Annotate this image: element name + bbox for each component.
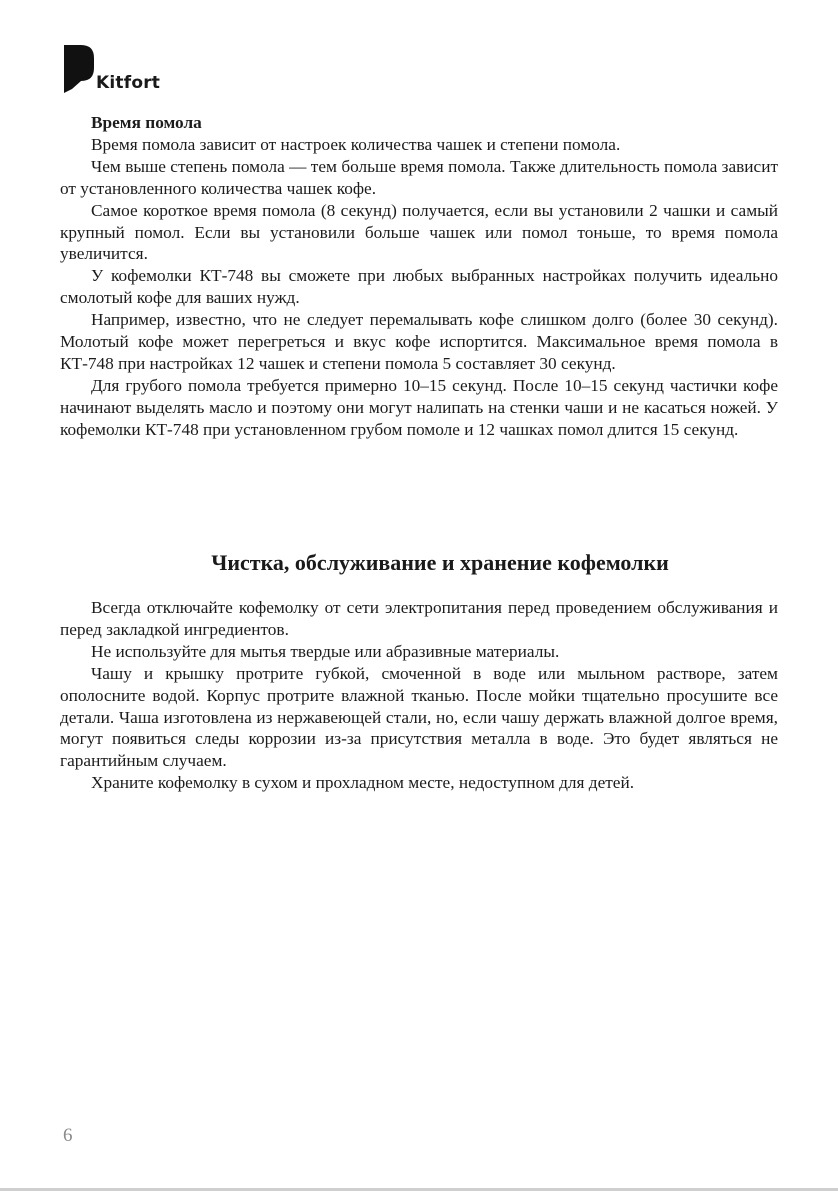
paragraph: Время помола зависит от настроек количества чашек и степени помола.: [91, 134, 621, 154]
paragraph: Не используйте для мытья твердые или абразивные материалы.: [91, 641, 560, 661]
page-number: 6: [63, 1125, 73, 1146]
paragraph: Самое короткое время помола (8 секунд) получается, если вы установили 2 чашки и самый крупный помол. Если вы установили больше чашек или помол тоньше, то время помола увеличится.: [60, 200, 778, 264]
grinding-time-heading: Время помола: [91, 113, 202, 132]
paragraph: Например, известно, что не следует перемалывать кофе слишком долго (более 30 секунд). Молотый кофе может перегреться и вкус кофе испортится. Максимальное время помола в КТ-748 при настройках 12 чашек и степени помола 5 составляет 30 секунд.: [60, 310, 778, 373]
paragraph: Всегда отключайте кофемолку от сети электропитания перед проведением обслуживания и перед закладкой ингредиентов.: [60, 598, 778, 639]
grinding-time-section: [60, 112, 778, 441]
paragraph: Для грубого помола требуется примерно 10–15 секунд. После 10–15 секунд частички кофе начинают выделять масло и поэтому они могут налипать на стенки чаши и не касаться ножей. У кофемолки КТ-748 при установленном грубом помоле и 12 чашках помол длится 15 секунд.: [60, 375, 778, 439]
paragraph: У кофемолки КТ-748 вы сможете при любых выбранных настройках получить идеально смолотый кофе для ваших нужд.: [60, 266, 778, 308]
brand-name: Kitfort: [96, 73, 161, 93]
brand-logo: [64, 45, 174, 105]
cleaning-section: [60, 597, 778, 794]
paragraph: Храните кофемолку в сухом и прохладном месте, недоступном для детей.: [91, 773, 635, 793]
paragraph: Чем выше степень помола — тем больше время помола. Также длительность помола зависит от установленного количества чашек кофе.: [60, 156, 778, 198]
paragraph: Чашу и крышку протрите губкой, смоченной в воде или мыльном растворе, затем ополосните водой. Корпус протрите влажной тканью. После мойки тщательно просушите все детали. Чаша изготовлена из нержавеющей стали, но, если чашу держать влажной долгое время, могут появиться следы коррозии из-за присутствия металла в воде. Это будет являться не гарантийным случаем.: [60, 663, 778, 771]
kitfort-logo-icon: [64, 45, 94, 93]
cleaning-section-title: Чистка, обслуживание и хранение кофемолки: [211, 550, 669, 575]
